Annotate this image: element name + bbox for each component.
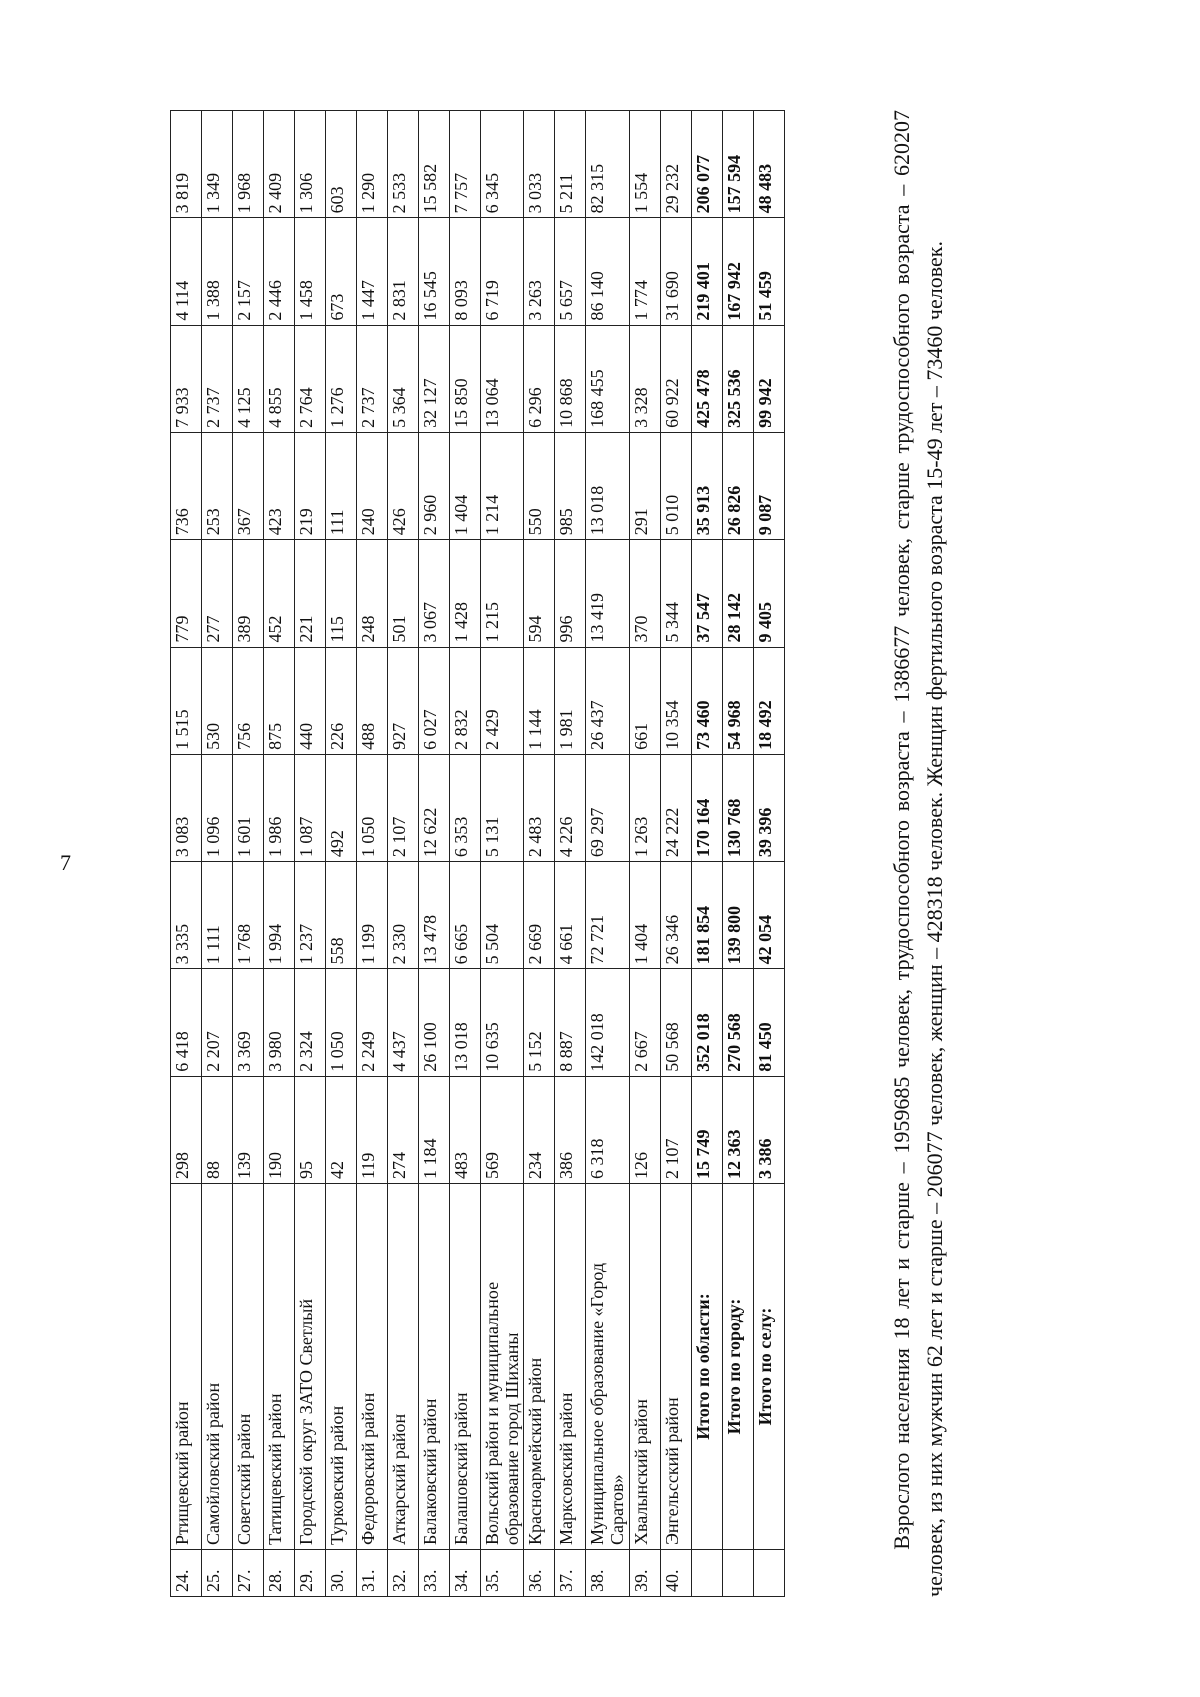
value-cell: 452 (264, 540, 295, 647)
value-cell: 54 968 (722, 647, 753, 754)
district-name-cell: Балашовский район (450, 1184, 481, 1550)
value-cell: 1 096 (202, 754, 233, 861)
value-cell: 483 (450, 1076, 481, 1183)
value-cell: 26 100 (419, 969, 450, 1076)
value-cell: 6 353 (450, 754, 481, 861)
row-number-cell: 29. (295, 1550, 326, 1597)
district-name-cell: Энгельсский район (660, 1184, 691, 1550)
value-cell: 15 749 (691, 1076, 722, 1183)
table-row (555, 111, 586, 1597)
row-number-cell: 36. (524, 1550, 555, 1597)
value-cell: 5 152 (524, 969, 555, 1076)
value-cell: 29 232 (660, 111, 691, 218)
value-cell: 530 (202, 647, 233, 754)
value-cell: 1 554 (629, 111, 660, 218)
value-cell: 253 (202, 432, 233, 539)
value-cell: 488 (357, 647, 388, 754)
value-cell: 2 157 (233, 218, 264, 325)
value-cell: 779 (171, 540, 202, 647)
row-number-cell: 25. (202, 1550, 233, 1597)
value-cell: 167 942 (722, 218, 753, 325)
table-row (295, 111, 326, 1597)
value-cell: 6 318 (586, 1076, 629, 1183)
value-cell: 291 (629, 432, 660, 539)
value-cell: 2 207 (202, 969, 233, 1076)
row-number-cell: 27. (233, 1550, 264, 1597)
district-name-cell: Итого по области: (691, 1184, 722, 1550)
value-cell: 558 (326, 862, 357, 969)
value-cell: 4 661 (555, 862, 586, 969)
value-cell: 1 428 (450, 540, 481, 647)
table-row (388, 111, 419, 1597)
value-cell: 18 492 (753, 647, 784, 754)
value-cell: 73 460 (691, 647, 722, 754)
value-cell: 1 144 (524, 647, 555, 754)
row-number-cell: 34. (450, 1550, 481, 1597)
value-cell: 13 018 (450, 969, 481, 1076)
value-cell: 425 478 (691, 325, 722, 432)
value-cell: 386 (555, 1076, 586, 1183)
table-row (450, 111, 481, 1597)
row-number-cell: 28. (264, 1550, 295, 1597)
value-cell: 2 324 (295, 969, 326, 1076)
value-cell: 2 832 (450, 647, 481, 754)
value-cell: 2 764 (295, 325, 326, 432)
value-cell: 248 (357, 540, 388, 647)
value-cell: 1 184 (419, 1076, 450, 1183)
value-cell: 1 458 (295, 218, 326, 325)
row-number-cell: 33. (419, 1550, 450, 1597)
value-cell: 370 (629, 540, 660, 647)
table-row (326, 111, 357, 1597)
value-cell: 226 (326, 647, 357, 754)
value-cell: 95 (295, 1076, 326, 1183)
total-row (722, 111, 753, 1597)
value-cell: 3 067 (419, 540, 450, 647)
value-cell: 26 437 (586, 647, 629, 754)
district-name-cell: Итого по городу: (722, 1184, 753, 1550)
summary-text: Взрослого населения 18 лет и старше – 1959685 человек, трудоспособного возраста – 1386677 человек, старше трудоспособного возраста – 620207 человек, из них мужчин 62 лет и старше – 206077 человек, женщин – 428318 человек. Женщин фертильного возраста 15-49 лет – 73460 человек. (889, 110, 947, 1597)
value-cell: 1 050 (326, 969, 357, 1076)
value-cell: 8 887 (555, 969, 586, 1076)
row-number-cell: 31. (357, 1550, 388, 1597)
value-cell: 1 290 (357, 111, 388, 218)
value-cell: 2 249 (357, 969, 388, 1076)
value-cell: 26 826 (722, 432, 753, 539)
value-cell: 5 010 (660, 432, 691, 539)
population-table (170, 110, 785, 1597)
value-cell: 2 737 (202, 325, 233, 432)
value-cell: 69 297 (586, 754, 629, 861)
value-cell: 6 665 (450, 862, 481, 969)
row-number-cell: 38. (586, 1550, 629, 1597)
value-cell: 8 093 (450, 218, 481, 325)
value-cell: 3 328 (629, 325, 660, 432)
value-cell: 1 601 (233, 754, 264, 861)
value-cell: 219 (295, 432, 326, 539)
value-cell: 13 478 (419, 862, 450, 969)
value-cell: 5 504 (481, 862, 524, 969)
district-name-cell: Красноармейский район (524, 1184, 555, 1550)
value-cell: 1 237 (295, 862, 326, 969)
value-cell: 270 568 (722, 969, 753, 1076)
value-cell: 115 (326, 540, 357, 647)
value-cell: 875 (264, 647, 295, 754)
value-cell: 81 450 (753, 969, 784, 1076)
value-cell: 13 018 (586, 432, 629, 539)
value-cell: 39 396 (753, 754, 784, 861)
value-cell: 5 344 (660, 540, 691, 647)
table-row (481, 111, 524, 1597)
value-cell: 1 276 (326, 325, 357, 432)
value-cell: 181 854 (691, 862, 722, 969)
value-cell: 1 768 (233, 862, 264, 969)
value-cell: 4 437 (388, 969, 419, 1076)
district-name-cell: Советский район (233, 1184, 264, 1550)
value-cell: 2 669 (524, 862, 555, 969)
value-cell: 277 (202, 540, 233, 647)
value-cell: 1 774 (629, 218, 660, 325)
value-cell: 736 (171, 432, 202, 539)
district-name-cell: Татищевский район (264, 1184, 295, 1550)
value-cell: 111 (326, 432, 357, 539)
table-row (264, 111, 295, 1597)
value-cell: 139 800 (722, 862, 753, 969)
value-cell: 142 018 (586, 969, 629, 1076)
row-number-cell (722, 1550, 753, 1597)
value-cell: 1 515 (171, 647, 202, 754)
value-cell: 50 568 (660, 969, 691, 1076)
value-cell: 4 114 (171, 218, 202, 325)
value-cell: 1 986 (264, 754, 295, 861)
total-row (753, 111, 784, 1597)
value-cell: 389 (233, 540, 264, 647)
value-cell: 221 (295, 540, 326, 647)
value-cell: 4 855 (264, 325, 295, 432)
value-cell: 42 054 (753, 862, 784, 969)
value-cell: 1 388 (202, 218, 233, 325)
value-cell: 1 050 (357, 754, 388, 861)
value-cell: 3 369 (233, 969, 264, 1076)
value-cell: 2 483 (524, 754, 555, 861)
value-cell: 756 (233, 647, 264, 754)
value-cell: 996 (555, 540, 586, 647)
value-cell: 3 386 (753, 1076, 784, 1183)
value-cell: 1 404 (629, 862, 660, 969)
value-cell: 426 (388, 432, 419, 539)
value-cell: 325 536 (722, 325, 753, 432)
district-name-cell: Вольский район и муниципальное образование город Шиханы (481, 1184, 524, 1550)
value-cell: 4 226 (555, 754, 586, 861)
table-row (419, 111, 450, 1597)
value-cell: 219 401 (691, 218, 722, 325)
value-cell: 157 594 (722, 111, 753, 218)
value-cell: 4 125 (233, 325, 264, 432)
district-name-cell: Федоровский район (357, 1184, 388, 1550)
value-cell: 6 027 (419, 647, 450, 754)
value-cell: 367 (233, 432, 264, 539)
value-cell: 139 (233, 1076, 264, 1183)
value-cell: 2 429 (481, 647, 524, 754)
value-cell: 1 199 (357, 862, 388, 969)
value-cell: 985 (555, 432, 586, 539)
row-number-cell (753, 1550, 784, 1597)
value-cell: 234 (524, 1076, 555, 1183)
value-cell: 1 349 (202, 111, 233, 218)
value-cell: 6 345 (481, 111, 524, 218)
value-cell: 37 547 (691, 540, 722, 647)
row-number-cell: 39. (629, 1550, 660, 1597)
value-cell: 2 831 (388, 218, 419, 325)
value-cell: 1 087 (295, 754, 326, 861)
value-cell: 72 721 (586, 862, 629, 969)
value-cell: 3 819 (171, 111, 202, 218)
value-cell: 2 446 (264, 218, 295, 325)
value-cell: 673 (326, 218, 357, 325)
value-cell: 10 635 (481, 969, 524, 1076)
value-cell: 2 330 (388, 862, 419, 969)
row-number-cell: 35. (481, 1550, 524, 1597)
value-cell: 352 018 (691, 969, 722, 1076)
value-cell: 501 (388, 540, 419, 647)
value-cell: 1 981 (555, 647, 586, 754)
value-cell: 15 850 (450, 325, 481, 432)
value-cell: 5 211 (555, 111, 586, 218)
value-cell: 13 419 (586, 540, 629, 647)
rotated-content (170, 110, 1200, 1597)
value-cell: 35 913 (691, 432, 722, 539)
value-cell: 168 455 (586, 325, 629, 432)
value-cell: 3 083 (171, 754, 202, 861)
district-name-cell: Балаковский район (419, 1184, 450, 1550)
value-cell: 2 667 (629, 969, 660, 1076)
table-row (524, 111, 555, 1597)
value-cell: 1 306 (295, 111, 326, 218)
table-body (171, 111, 785, 1597)
value-cell: 6 418 (171, 969, 202, 1076)
value-cell: 1 968 (233, 111, 264, 218)
value-cell: 5 364 (388, 325, 419, 432)
value-cell: 15 582 (419, 111, 450, 218)
value-cell: 423 (264, 432, 295, 539)
page-number: 7 (60, 850, 71, 875)
value-cell: 1 215 (481, 540, 524, 647)
row-number-cell: 24. (171, 1550, 202, 1597)
value-cell: 7 933 (171, 325, 202, 432)
value-cell: 88 (202, 1076, 233, 1183)
value-cell: 1 214 (481, 432, 524, 539)
summary-paragraph (885, 110, 951, 1597)
district-name-cell: Городской округ ЗАТО Светлый (295, 1184, 326, 1550)
value-cell: 24 222 (660, 754, 691, 861)
value-cell: 13 064 (481, 325, 524, 432)
value-cell: 274 (388, 1076, 419, 1183)
row-number-cell: 40. (660, 1550, 691, 1597)
district-name-cell: Муниципальное образование «Город Саратов» (586, 1184, 629, 1550)
value-cell: 298 (171, 1076, 202, 1183)
table-row (357, 111, 388, 1597)
value-cell: 9 405 (753, 540, 784, 647)
value-cell: 130 768 (722, 754, 753, 861)
table-row (629, 111, 660, 1597)
table-row (171, 111, 202, 1597)
value-cell: 16 545 (419, 218, 450, 325)
value-cell: 2 533 (388, 111, 419, 218)
value-cell: 119 (357, 1076, 388, 1183)
value-cell: 99 942 (753, 325, 784, 432)
value-cell: 82 315 (586, 111, 629, 218)
row-number-cell: 32. (388, 1550, 419, 1597)
value-cell: 9 087 (753, 432, 784, 539)
value-cell: 240 (357, 432, 388, 539)
value-cell: 12 622 (419, 754, 450, 861)
value-cell: 48 483 (753, 111, 784, 218)
value-cell: 10 354 (660, 647, 691, 754)
value-cell: 206 077 (691, 111, 722, 218)
district-name-cell: Ртищевский район (171, 1184, 202, 1550)
value-cell: 6 296 (524, 325, 555, 432)
value-cell: 26 346 (660, 862, 691, 969)
district-name-cell: Итого по селу: (753, 1184, 784, 1550)
value-cell: 5 657 (555, 218, 586, 325)
row-number-cell (691, 1550, 722, 1597)
row-number-cell: 37. (555, 1550, 586, 1597)
district-name-cell: Аткарский район (388, 1184, 419, 1550)
district-name-cell: Хвалынский район (629, 1184, 660, 1550)
value-cell: 603 (326, 111, 357, 218)
value-cell: 3 263 (524, 218, 555, 325)
value-cell: 42 (326, 1076, 357, 1183)
value-cell: 86 140 (586, 218, 629, 325)
value-cell: 170 164 (691, 754, 722, 861)
value-cell: 927 (388, 647, 419, 754)
value-cell: 2 960 (419, 432, 450, 539)
value-cell: 3 335 (171, 862, 202, 969)
value-cell: 3 980 (264, 969, 295, 1076)
value-cell: 2 107 (388, 754, 419, 861)
value-cell: 440 (295, 647, 326, 754)
value-cell: 3 033 (524, 111, 555, 218)
row-number-cell: 30. (326, 1550, 357, 1597)
value-cell: 594 (524, 540, 555, 647)
value-cell: 2 409 (264, 111, 295, 218)
value-cell: 28 142 (722, 540, 753, 647)
value-cell: 1 994 (264, 862, 295, 969)
value-cell: 1 263 (629, 754, 660, 861)
value-cell: 1 404 (450, 432, 481, 539)
value-cell: 2 107 (660, 1076, 691, 1183)
value-cell: 51 459 (753, 218, 784, 325)
table-row (660, 111, 691, 1597)
value-cell: 10 868 (555, 325, 586, 432)
total-row (691, 111, 722, 1597)
value-cell: 2 737 (357, 325, 388, 432)
value-cell: 126 (629, 1076, 660, 1183)
district-name-cell: Марксовский район (555, 1184, 586, 1550)
table-row (586, 111, 629, 1597)
value-cell: 60 922 (660, 325, 691, 432)
value-cell: 7 757 (450, 111, 481, 218)
value-cell: 31 690 (660, 218, 691, 325)
table-row (202, 111, 233, 1597)
value-cell: 550 (524, 432, 555, 539)
value-cell: 661 (629, 647, 660, 754)
value-cell: 190 (264, 1076, 295, 1183)
district-name-cell: Турковский район (326, 1184, 357, 1550)
value-cell: 5 131 (481, 754, 524, 861)
value-cell: 32 127 (419, 325, 450, 432)
value-cell: 6 719 (481, 218, 524, 325)
value-cell: 1 111 (202, 862, 233, 969)
value-cell: 569 (481, 1076, 524, 1183)
district-name-cell: Самойловский район (202, 1184, 233, 1550)
value-cell: 12 363 (722, 1076, 753, 1183)
value-cell: 1 447 (357, 218, 388, 325)
table-row (233, 111, 264, 1597)
value-cell: 492 (326, 754, 357, 861)
